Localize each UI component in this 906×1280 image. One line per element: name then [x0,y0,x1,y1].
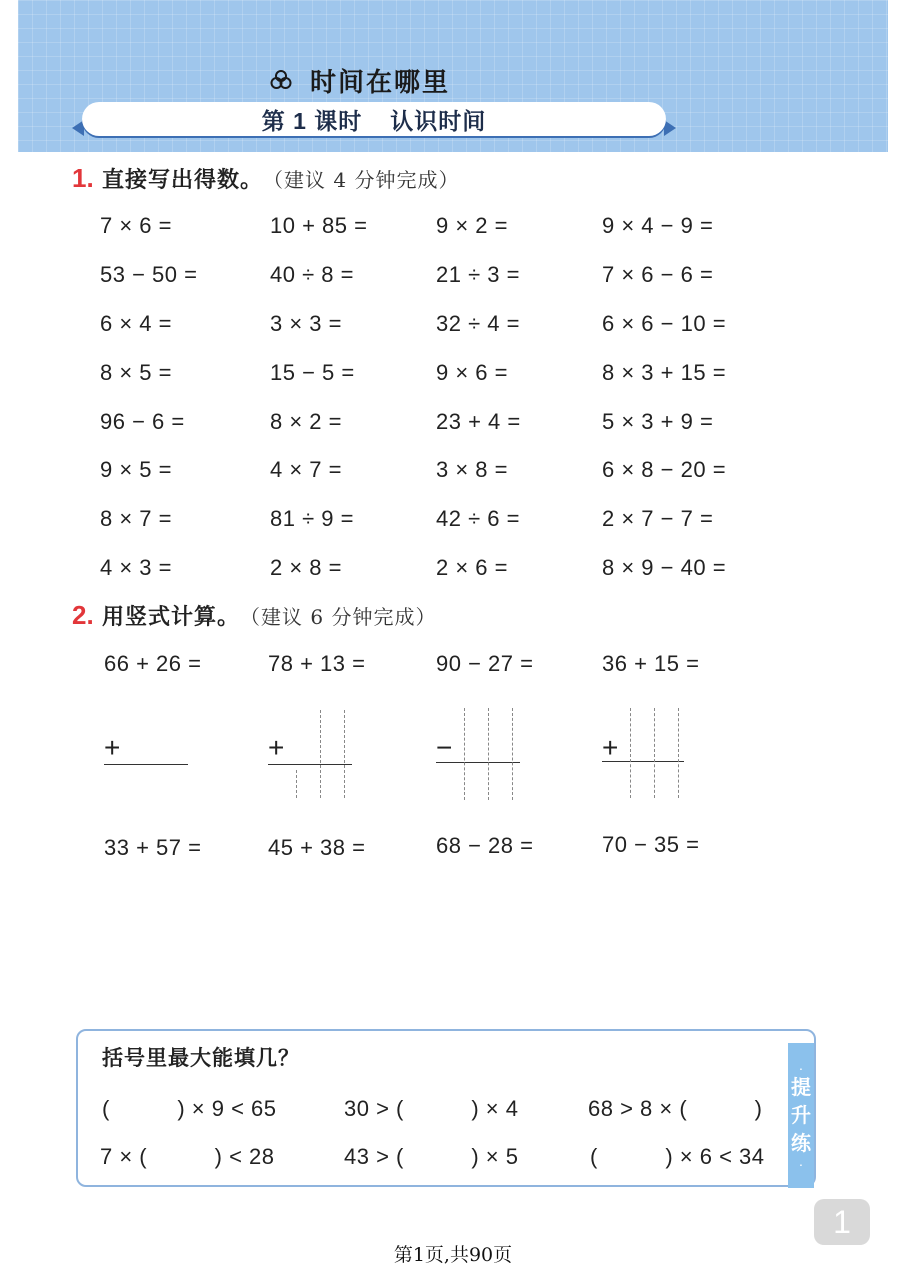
tab-char: 练 [791,1132,811,1155]
q1-expression: 8 × 7 = [100,506,173,531]
q1-expression: 3 × 3 = [270,311,343,336]
column-guide [488,708,489,800]
q1-expression: 4 × 7 = [270,457,343,482]
q1-expression: 81 ÷ 9 = [270,506,354,531]
q1-expression: 2 × 7 − 7 = [602,506,714,531]
q1-expression: 2 × 6 = [436,555,509,580]
column-guide [464,708,465,800]
q2-expression: 36 + 15 = [602,651,700,676]
vertical-sign: + [268,732,285,763]
fill-blank-expression: ( ) × 6 < 34 [590,1144,765,1169]
q2-expression: 90 − 27 = [436,651,534,676]
q2-text: 用竖式计算。 [102,604,241,629]
q1-expression: 9 × 2 = [436,213,509,238]
column-guide [320,710,321,798]
lesson-bar [82,102,666,136]
tab-dot: · [798,1155,804,1172]
q1-expression: 42 ÷ 6 = [436,506,520,531]
column-guide [654,708,655,798]
q1-expression: 6 × 6 − 10 = [602,311,727,336]
tab-char: 提 [791,1076,811,1099]
q2-expression: 70 − 35 = [602,832,700,857]
q1-expression: 40 ÷ 8 = [270,262,354,287]
q2-expression: 68 − 28 = [436,833,534,858]
q2-expression: 66 + 26 = [104,651,202,676]
q1-expression: 23 + 4 = [436,409,521,434]
page-number-badge: 1 [814,1199,870,1245]
q1-expression: 8 × 2 = [270,409,343,434]
extension-title: 括号里最大能填几？ [102,1047,300,1070]
q1-expression: 53 − 50 = [100,262,198,287]
q1-expression: 8 × 5 = [100,360,173,385]
q1-expression: 5 × 3 + 9 = [602,409,714,434]
tab-dot: · [798,1059,804,1076]
q1-expression: 15 − 5 = [270,360,355,385]
column-guide [344,710,345,798]
unit-title-text: 时间在哪里 [310,66,451,97]
fill-blank-expression: 7 × ( ) < 28 [100,1144,275,1169]
q1-expression: 9 × 4 − 9 = [602,213,714,238]
fill-blank-expression: 30 > ( ) × 4 [344,1096,519,1121]
q1-text: 直接写出得数。 [102,167,264,192]
q1-expression: 9 × 5 = [100,457,173,482]
ribbon-right-icon [664,120,676,136]
q1-expression: 96 − 6 = [100,409,185,434]
q1-number: 1. [72,163,94,193]
vertical-line [602,761,684,762]
q1-expression: 8 × 3 + 15 = [602,360,727,385]
q2-heading [72,600,436,631]
page-footer: 第1页,共90页 [393,1244,513,1266]
vertical-line [436,762,520,763]
unit-title [270,60,450,100]
vertical-line [104,764,188,765]
column-guide [512,708,513,800]
q1-expression: 10 + 85 = [270,213,368,238]
lesson-title: 认识时间 [390,107,487,134]
column-guide [678,708,679,798]
side-tab [788,1043,814,1188]
tab-char: 升 [791,1104,811,1127]
q1-expression: 4 × 3 = [100,555,173,580]
column-guide [296,770,297,798]
vertical-sign: − [436,732,453,763]
fill-blank-expression: 43 > ( ) × 5 [344,1144,519,1169]
q1-heading [72,163,459,194]
q1-hint: （建议 4 分钟完成） [263,168,460,192]
vertical-sign: + [104,732,121,763]
q2-expression: 33 + 57 = [104,835,202,860]
q2-hint: （建议 6 分钟完成） [240,605,437,629]
fill-blank-expression: 68 > 8 × ( ) [588,1096,763,1121]
q1-expression: 9 × 6 = [436,360,509,385]
q2-expression: 78 + 13 = [268,651,366,676]
trefoil-icon [270,69,292,91]
q1-expression: 32 ÷ 4 = [436,311,520,336]
q1-expression: 8 × 9 − 40 = [602,555,727,580]
q1-expression: 3 × 8 = [436,457,509,482]
q1-expression: 7 × 6 − 6 = [602,262,714,287]
q2-expression: 45 + 38 = [268,835,366,860]
vertical-sign: + [602,732,619,763]
fill-blank-expression: ( ) × 9 < 65 [102,1096,277,1121]
column-guide [630,708,631,798]
vertical-line [268,764,352,765]
q2-number: 2. [72,600,94,630]
q1-expression: 21 ÷ 3 = [436,262,520,287]
q1-expression: 2 × 8 = [270,555,343,580]
q1-expression: 6 × 4 = [100,311,173,336]
q1-expression: 7 × 6 = [100,213,173,238]
q1-expression: 6 × 8 − 20 = [602,457,727,482]
lesson-number: 第 1 课时 [261,107,363,134]
